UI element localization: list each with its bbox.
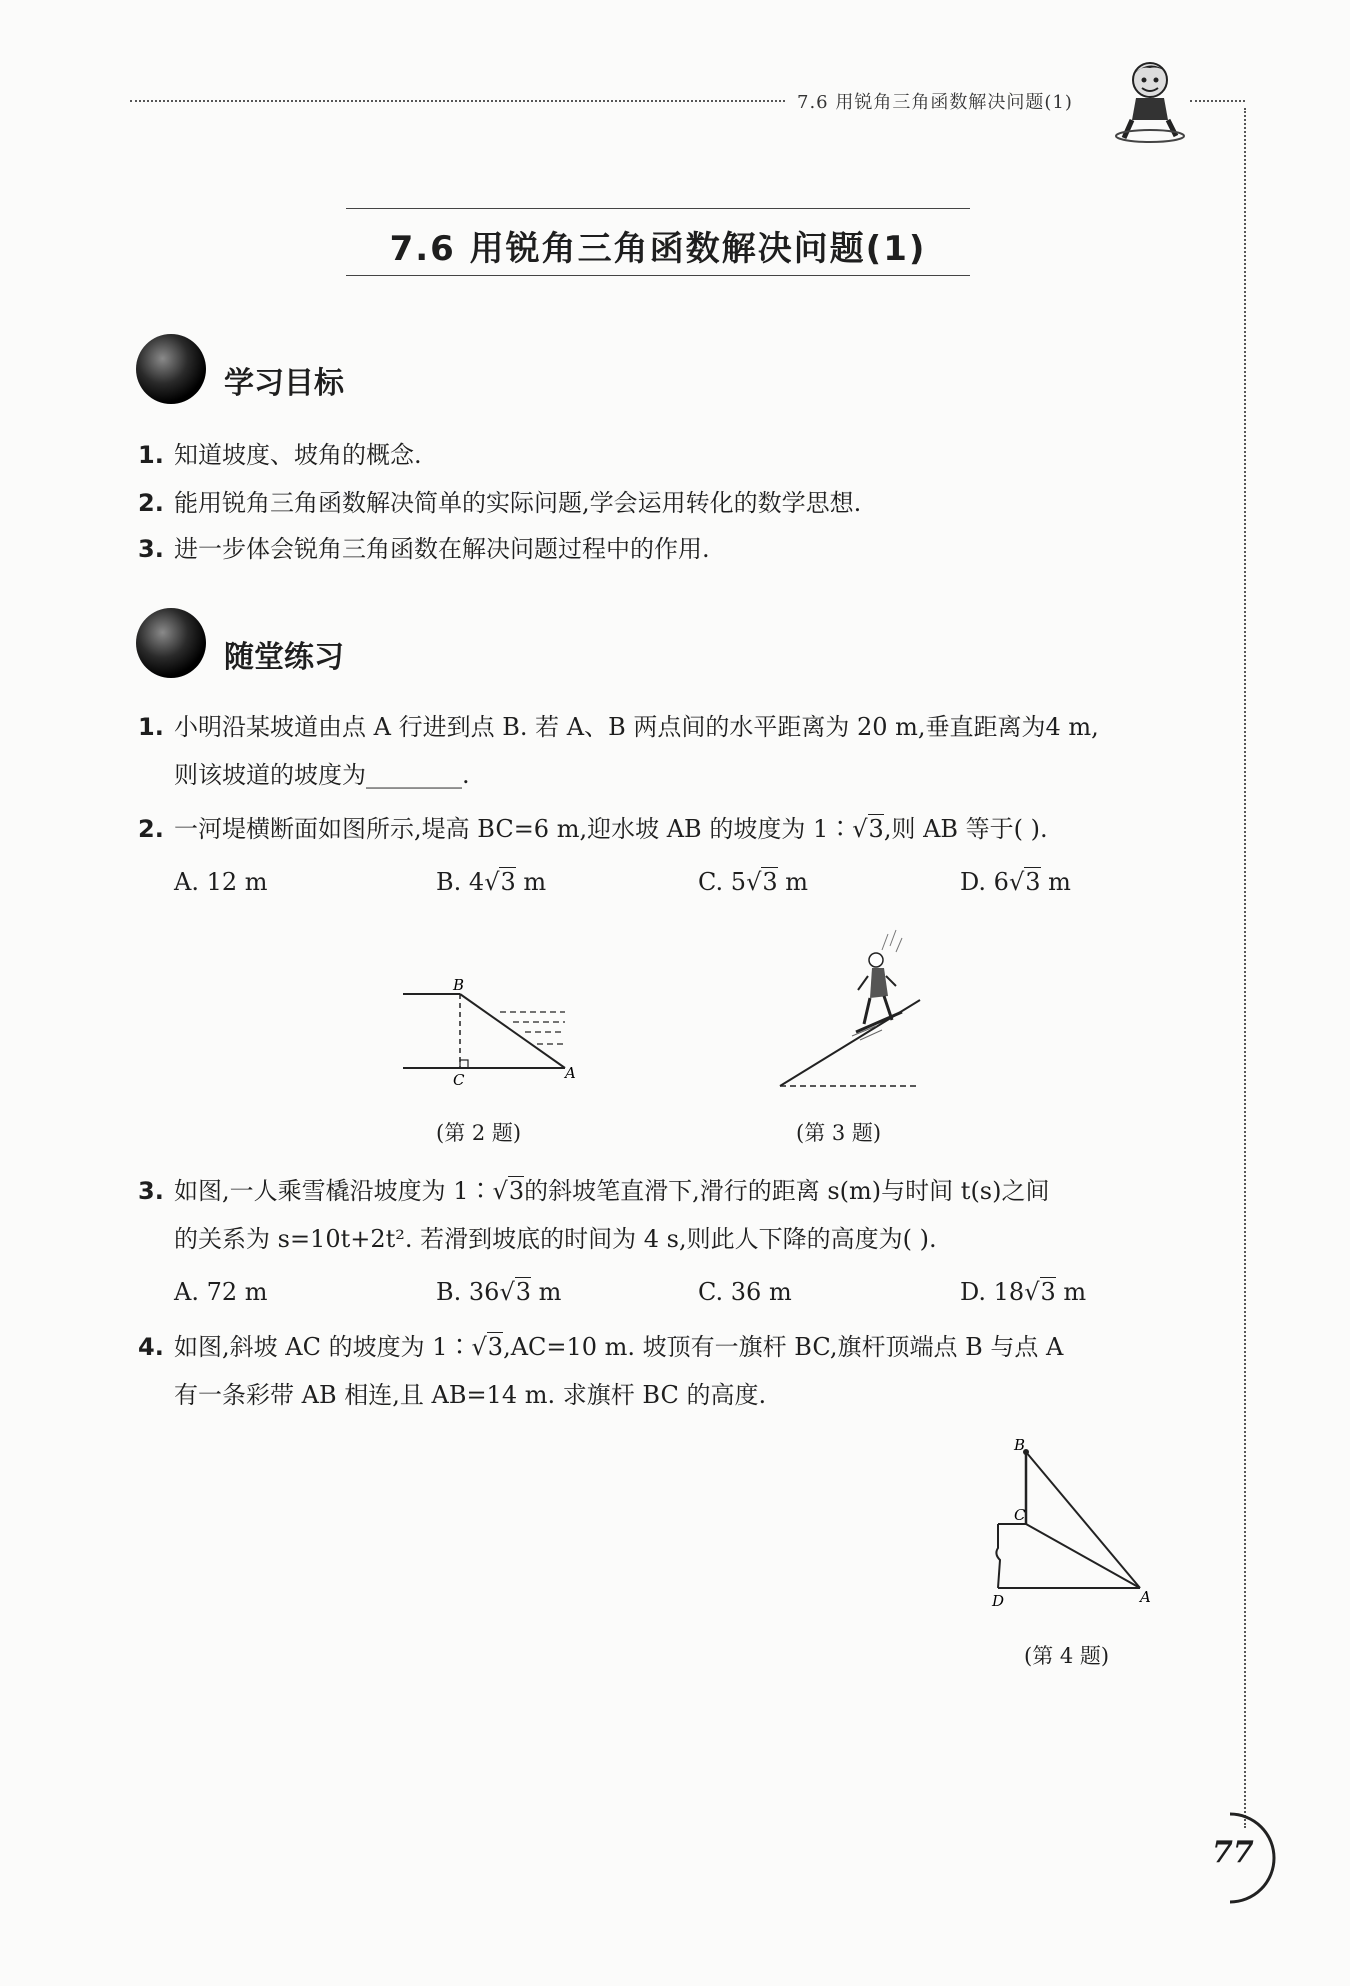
question-3-line-1: 3. 如图,一人乘雪橇沿坡度为 1∶√3的斜坡笔直滑下,滑行的距离 s(m)与时间 t(s)之间 xyxy=(138,1177,1050,1205)
sled-rider-icon xyxy=(852,930,902,1040)
fig4-label-b: B xyxy=(1014,1436,1026,1454)
lesson-title-box xyxy=(346,208,970,276)
figure-4-flagpole xyxy=(980,1436,1160,1616)
q3-option-a[interactable]: A. 72 m xyxy=(174,1278,268,1306)
figure-4-caption: (第 4 题) xyxy=(1024,1644,1110,1668)
question-4-line-1: 4. 如图,斜坡 AC 的坡度为 1∶√3,AC=10 m. 坡顶有一旗杆 BC,旗杆顶端点 B 与点 A xyxy=(138,1333,1064,1361)
question-3-line-2: 的关系为 s=10t+2t². 若滑到坡底的时间为 4 s,则此人下降的高度为( ). xyxy=(174,1225,937,1253)
goal-item-2: 2. 能用锐角三角函数解决简单的实际问题,学会运用转化的数学思想. xyxy=(138,489,862,517)
header-rule xyxy=(130,100,785,102)
page-number: 77 xyxy=(1212,1835,1254,1870)
q2-option-c[interactable]: C. 5√3 m xyxy=(698,868,809,896)
q2-option-d[interactable]: D. 6√3 m xyxy=(960,868,1071,896)
figure-2-caption: (第 2 题) xyxy=(436,1121,522,1145)
goal-item-3: 3. 进一步体会锐角三角函数在解决问题过程中的作用. xyxy=(138,535,710,563)
fig4-label-c: C xyxy=(1014,1506,1026,1524)
side-rule xyxy=(1244,108,1246,1828)
figure-2-embankment xyxy=(395,970,585,1090)
lesson-title: 7.6 用锐角三角函数解决问题(1) xyxy=(389,229,927,269)
fig4-label-d: D xyxy=(992,1592,1005,1610)
q2-option-a[interactable]: A. 12 m xyxy=(174,868,268,896)
question-4-line-2: 有一条彩带 AB 相连,且 AB=14 m. 求旗杆 BC 的高度. xyxy=(174,1381,767,1409)
figure-3-caption: (第 3 题) xyxy=(796,1121,882,1145)
header-rule-right xyxy=(1190,100,1245,102)
fig2-label-b: B xyxy=(453,976,465,994)
question-1-line-2: 则该坡道的坡度为________. xyxy=(174,761,470,789)
fig2-label-a: A xyxy=(565,1064,576,1082)
q3-option-b[interactable]: B. 36√3 m xyxy=(436,1278,562,1306)
question-1-line-1: 1. 小明沿某坡道由点 A 行进到点 B. 若 A、B 两点间的水平距离为 20 m,垂直距离为4 m, xyxy=(138,713,1099,741)
goals-heading: 学习目标 xyxy=(224,366,344,401)
running-title: 7.6 用锐角三角函数解决问题(1) xyxy=(797,92,1073,113)
q3-option-d[interactable]: D. 18√3 m xyxy=(960,1278,1087,1306)
q3-option-c[interactable]: C. 36 m xyxy=(698,1278,792,1306)
q2-option-b[interactable]: B. 4√3 m xyxy=(436,868,547,896)
globe-icon xyxy=(136,608,206,678)
goal-item-1: 1. 知道坡度、坡角的概念. xyxy=(138,441,422,469)
question-2-text: 2. 一河堤横断面如图所示,堤高 BC=6 m,迎水坡 AB 的坡度为 1∶√3,则 AB 等于( ). xyxy=(138,815,1048,843)
globe-icon xyxy=(136,334,206,404)
figure-3-slope xyxy=(772,920,932,1090)
fig2-label-c: C xyxy=(453,1071,465,1089)
practice-heading: 随堂练习 xyxy=(224,640,344,675)
fig4-label-a: A xyxy=(1140,1588,1151,1606)
mascot-icon xyxy=(1112,56,1190,144)
